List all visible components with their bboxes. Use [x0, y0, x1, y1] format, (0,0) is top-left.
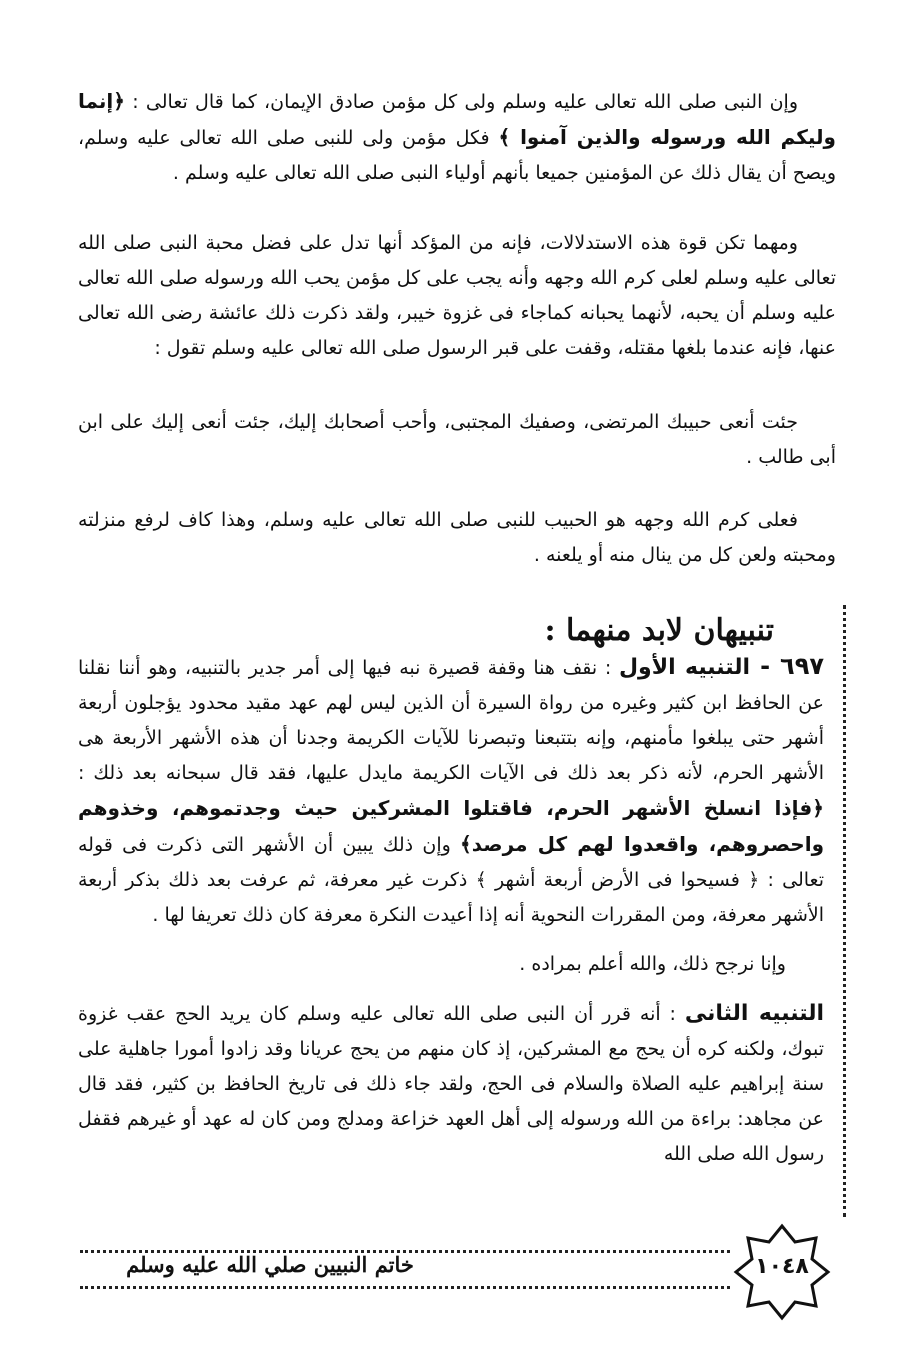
note-heading: التنبيه الأول: [618, 655, 751, 680]
page-footer: [80, 1238, 840, 1308]
paragraph-text: فعلى كرم الله وجهه هو الحبيب للنبى صلى الله تعالى عليه وسلم، وهذا كاف لرفع منزلته ومحبته ولعن كل من ينال منه أو يلعنه .: [78, 509, 836, 566]
paragraph-text: جئت أنعى حبيبك المرتضى، وصفيك المجتبى، وأحب أصحابك إليك، جئت أنعى إليك على ابن أبى طالب .: [78, 411, 836, 468]
paragraph-segment: وإن النبى صلى الله تعالى عليه وسلم ولى كل مؤمن صادق الإيمان، كما قال تعالى :: [125, 91, 798, 113]
note-1: [78, 649, 824, 933]
note-2: [78, 996, 824, 1172]
note-text: : أنه قرر أن النبى صلى الله تعالى عليه وسلم كان يريد الحج عقب غزوة تبوك، ولكنه كره أن يحج مع المشركين، إذ كان منهم من يحج عريانا وقد زادوا أمورا جاهلية على سنة إبراهيم عليه الصلاة والسلام فى الحج، ولقد جاء ذلك فى تاريخ الحافظ بن كثير، فقد قال عن مجاهد: براءة من الله ورسوله إلى أهل العهد خزاعة ومدلج ومن كان له عهد أو غيرهم فقفل رسول الله صلى الله: [78, 1003, 824, 1165]
notes-section: [70, 605, 846, 1235]
paragraph-4: [78, 503, 836, 573]
note-text: : نقف هنا وقفة قصيرة نبه فيها إلى أمر جدير بالتنبيه، وهو أننا نقلنا عن الحافظ ابن كثير وغيره من رواة السيرة أن الذين ليس لهم عهد مقيد محدود يؤجلون أربعة أشهر حتى يبلغوا مأمنهم، وإنه بتتبعنا وتبصرنا للآيات الكريمة وجدنا أن هذه الأشهر الأربعة هى الأشهر الحرم، لأنه ذكر بعد ذلك فى الآيات الكريمة مايدل عليها، فقد قال سبحانه بعد ذلك :: [78, 657, 824, 784]
note-heading: التنبيه الثانى: [684, 1001, 824, 1026]
quran-quote: ﴿فإذا انسلخ الأشهر الحرم، فاقتلوا المشركين حيث وجدتموهم، وخذوهم واحصروهم، واقعدوا لهم كل مرصد﴾: [78, 796, 824, 856]
book-title: خاتم النبيين صلي الله عليه وسلم: [126, 1252, 414, 1277]
note-number: ٦٩٧ -: [750, 652, 824, 680]
page-number-badge: [732, 1222, 832, 1322]
section-body: [78, 649, 824, 1172]
section-divider: [843, 605, 846, 1217]
paragraph-1: [78, 84, 836, 191]
paragraph-text: ومهما تكن قوة هذه الاستدلالات، فإنه من المؤكد أنها تدل على فضل محبة النبى صلى الله تعالى عليه وسلم لعلى كرم الله وجهه وأنه يجب على كل مؤمن يحب الله ورسوله صلى الله تعالى عليه وسلم أن يحبه، لأنهما يحبانه كماجاء فى غزوة خيبر، ولقد ذكرت ذلك عائشة رضى الله تعالى عنها، فإنه عندما بلغها مقتله، وقفت على قبر الرسول صلى الله تعالى عليه وسلم تقول :: [78, 232, 836, 359]
paragraph-segment: فكل مؤمن ولى للنبى صلى الله تعالى عليه وسلم، ويصح أن يقال ذلك عن المؤمنين جميعا بأنهم أولياء النبى صلى الله تعالى عليه وسلم .: [78, 127, 836, 184]
paragraph-3: [78, 405, 836, 475]
note-closing: وإنا نرجح ذلك، والله أعلم بمراده .: [519, 953, 786, 975]
paragraph-text: [78, 84, 836, 191]
note-text: وإن ذلك يبين أن الأشهر التى ذكرت فى قوله تعالى : ﴿ فسيحوا فى الأرض أربعة أشهر ﴾ ذكرت غير معرفة، ثم عرفت بعد ذلك بذكر أربعة الأشهر معرفة، ومن المقررات النحوية أنه إذا أعيدت النكرة معرفة كان ذلك تعريفا لها .: [78, 834, 824, 926]
paragraph-2: [78, 226, 836, 366]
page-number: ١٠٤٨: [755, 1254, 809, 1279]
section-title: تنبيهان لابد منهما :: [544, 613, 774, 648]
quran-quote: ﴿إنما وليكم الله ورسوله والذين آمنوا ﴾: [78, 89, 836, 149]
footer-rule: [80, 1286, 730, 1289]
